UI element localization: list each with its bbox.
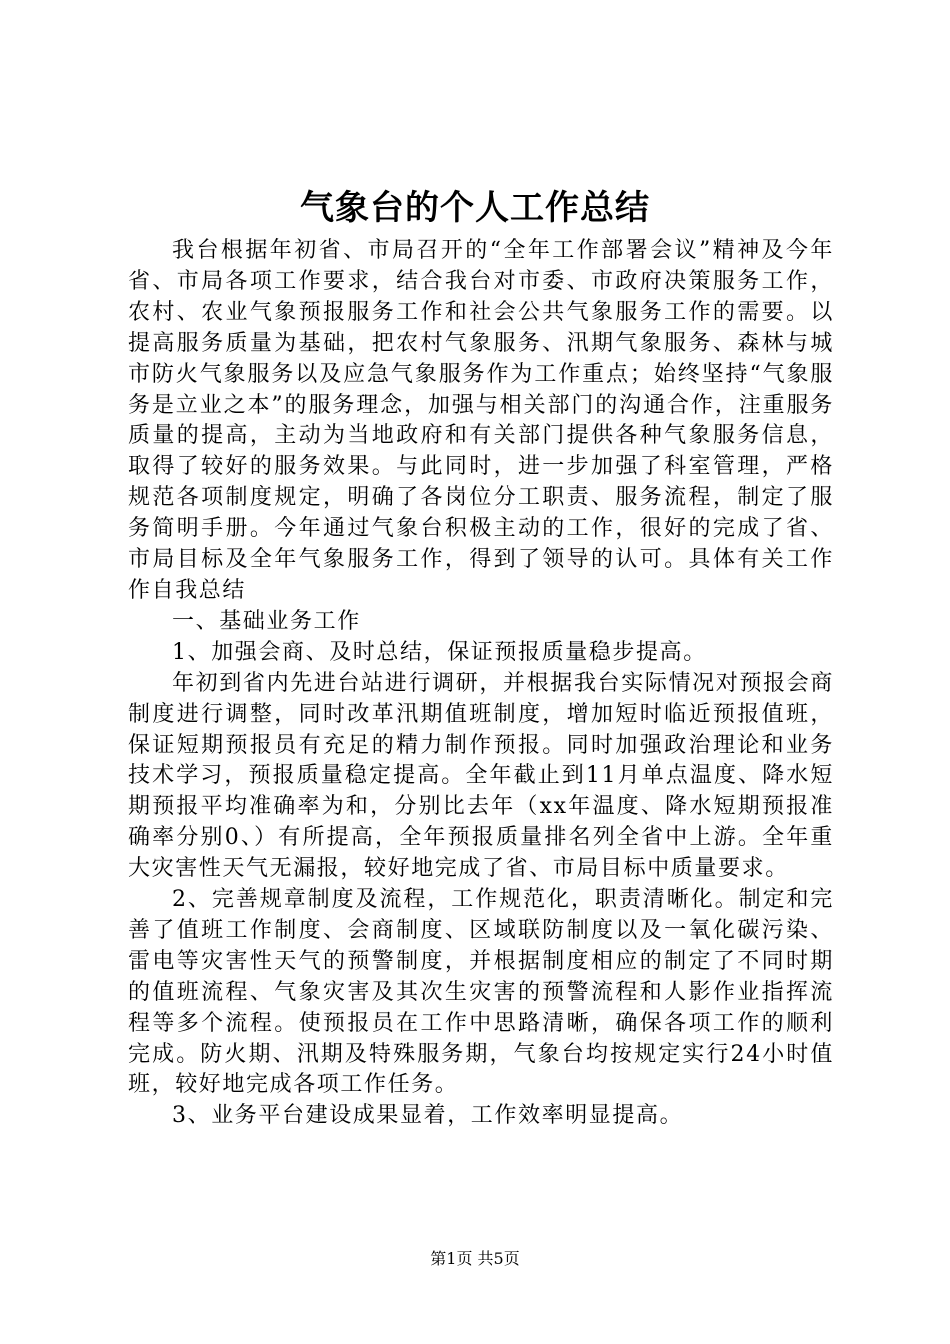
- intro-paragraph: 我台根据年初省、市局召开的“全年工作部署会议”精神及今年省、市局各项工作要求，结合我台对市委、市政府决策服务工作，农村、农业气象预报服务工作和社会公共气象服务工作的需要。以提高服务质量为基础，把农村气象服务、汛期气象服务、森林与城市防火气象服务以及应急气象服务作为工作重点；始终坚持“气象服务是立业之本”的服务理念，加强与相关部门的沟通合作，注重服务质量的提高，主动为当地政府和有关部门提供各种气象服务信息，取得了较好的服务效果。与此同时，进一步加强了科室管理，严格规范各项制度规定，明确了各岗位分工职责、服务流程，制定了服务简明手册。今年通过气象台积极主动的工作，很好的完成了省、市局目标及全年气象服务工作，得到了领导的认可。具体有关工作作自我总结: [128, 238, 834, 603]
- section-heading: 一、基础业务工作: [172, 608, 361, 634]
- page-title: 气象台的个人工作总结: [300, 188, 650, 228]
- body-paragraph-1: 年初到省内先进台站进行调研，并根据我台实际情况对预报会商制度进行调整，同时改革汛期值班制度，增加短时临近预报值班，保证短期预报员有充足的精力制作预报。同时加强政治理论和业务技术学习，预报质量稳定提高。全年截止到11月单点温度、降水短期预报平均准确率为和，分别比去年（xx年温度、降水短期预报准确率分别0、）有所提高，全年预报质量排名列全省中上游。全年重大灾害性天气无漏报，较好地完成了省、市局目标中质量要求。: [128, 670, 834, 882]
- subheading-1: 1、加强会商、及时总结，保证预报质量稳步提高。: [172, 639, 707, 665]
- page-footer: 第1页 共5页: [430, 1249, 520, 1268]
- body-paragraph-2: 2、完善规章制度及流程，工作规范化，职责清晰化。制定和完善了值班工作制度、会商制度、区域联防制度以及一氧化碳污染、雷电等灾害性天气的预警制度，并根据制度相应的制定了不同时期的值班流程、气象灾害及其次生灾害的预警流程和人影作业指挥流程等多个流程。使预报员在工作中思路清晰，确保各项工作的顺利完成。防火期、汛期及特殊服务期，气象台均按规定实行24小时值班，较好地完成各项工作任务。: [128, 887, 834, 1098]
- subheading-3: 3、业务平台建设成果显着，工作效率明显提高。: [172, 1103, 684, 1129]
- document-body: [128, 236, 834, 1132]
